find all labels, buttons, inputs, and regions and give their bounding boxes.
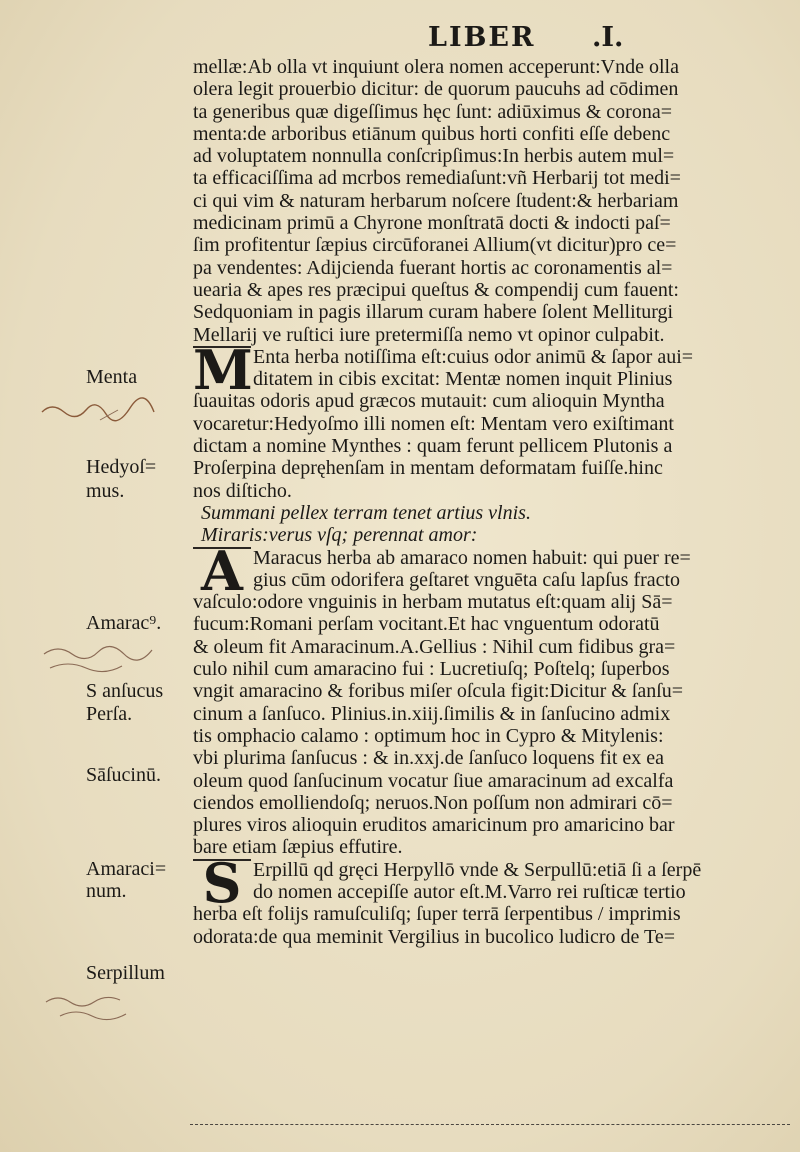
dropcap-m: M [193,337,253,402]
page-header [420,18,680,54]
text-line: gius cūm odorifera geſtaret vnguēta caſu lapſus fracto [253,568,681,591]
text-line: ad voluptatem nonnulla conſcripſimus:In herbis autem mul= [193,145,675,168]
paragraph-amaracus [193,538,793,859]
paragraph-serpillum [193,850,793,948]
text-line: Enta herba notiſſima eſt:cuius odor animū & ſapor aui= [253,345,694,368]
margin-note-menta: Menta [86,366,138,388]
verse-line: Summani pellex terram tenet artius vlnis. [201,501,531,524]
text-line: ciendos emolliendoſq; neruos.Non poſſum non admirari cō= [193,791,673,814]
text-line: odorata:de qua meminit Vergilius in bucolico ludicro de Te= [193,925,676,948]
text-line: ſuauitas odoris apud græcos mutauit: cum alioquin Myntha [193,390,665,413]
text-line: uearia & apes res præcipui queſtus & compendij cum fauent: [193,278,679,301]
text-line: Erpillū qd gręci Herpyllō vnde & Serpullū:etiā ſi a ſerpē [253,858,702,881]
running-title: LIBER [428,22,536,53]
handwritten-annotation [40,390,180,430]
margin-note-serpillum: Serpillum [86,962,165,984]
handwritten-annotation [40,986,180,1026]
verse-line: Miraris:verus vſq; perennat amor: [201,524,478,547]
margin-note-amaracinum-1: Amaraci= [86,858,167,880]
text-line: plures viros alioquin eruditos amaricinum pro amaricino bar [193,814,675,837]
paragraph-mentha [193,337,793,547]
text-line: ta generibus quæ digeſſimus hęc ſunt: adiūximus & corona= [193,100,672,123]
text-line: ditatem in cibis excitat: Mentæ nomen inquit Plinius [253,368,673,391]
text-line: ci qui vim & naturam herbarum noſcere ſtudent:& herbariam [193,189,679,212]
margin-note-sansucus-1: S anſucus [86,680,164,702]
text-line: Mellarij ve ruſtici iure pretermiſſa nemo vt opinor culpabit. [193,323,665,346]
text-line: vbi plurima ſanſucus : & in.xxj.de ſanſuco loquens fit ex ea [193,747,665,770]
handwritten-annotation [40,636,180,676]
text-line: vaſculo:odore vnguinis in herbam mutatus eſt:quam alij Sā= [193,591,673,614]
main-text-block [193,56,793,948]
text-line: ſim profitentur ſæpius circūforanei Allium(vt dicitur)pro ce= [193,234,677,257]
margin-note-amaracinum-2: num. [86,880,127,902]
book-number: .I. [592,22,624,53]
text-line: medicinam primū a Chyrone monſtratā docti & indocti paſ= [193,212,671,235]
text-line: & oleum fit Amaracinum.A.Gellius : Nihil cum fidibus gra= [193,635,676,658]
text-line: do nomen accepiſſe autor eſt.M.Varro rei ruſticæ tertio [253,880,686,903]
text-line: olera legit prouerbio dicitur: de quorum paucuhs ad cōdimen [193,78,679,101]
text-line: ta efficaciſſima ad mcrbos remediaſunt:vñ Herbarij tot medi= [193,167,681,190]
text-line: dictam a nomine Mynthes : quam ferunt pellicem Plutonis a [193,435,673,458]
margin-note-amaracus: Amarac⁹. [86,612,162,634]
text-line: cinum a ſanſuco. Plinius.in.xiij.ſimilis & in ſanſucino admix [193,702,671,725]
hand-drawn-underline [190,1124,790,1127]
text-line: vocaretur:Hedyoſmo illi nomen eſt: Mentam vero exiſtimant [193,412,674,435]
text-line: oleum quod ſanſucinum vocatur ſiue amaracinum ad excalfa [193,769,674,792]
text-line: Maracus herba ab amaraco nomen habuit: qui puer re= [253,546,691,569]
text-line: fucum:Romani perſam vocitant.Et hac vnguentum odoratū [193,613,660,636]
margin-note-sansucus-2: Perſa. [86,703,133,725]
text-line: mellæ:Ab olla vt inquiunt olera nomen acceperunt:Vnde olla [193,56,679,78]
dropcap-s: S [193,859,251,901]
margin-note-sasucinu: Sāſucinū. [86,764,161,786]
text-line: bare etiam ſæpius effutire. [193,836,403,859]
text-line: pa vendentes: Adijcienda fuerant hortis ac coronamentis al= [193,256,673,279]
margin-note-hedyosmus-2: mus. [86,480,125,502]
text-line: Proſerpina depręhenſam in mentam deformatam fuiſſe.hinc [193,457,663,480]
text-line: culo nihil cum amaracino fui : Lucretiuſq; Poſtelq; ſuperbos [193,658,670,681]
text-line: herba eſt folijs ramuſculiſq; ſuper terrā ſerpentibus / imprimis [193,903,681,926]
text-line: tis omphacio calamo : optimum hoc in Cypro & Mitylenis: [193,724,664,747]
text-line: Sedquoniam in pagis illarum curam habere ſolent Melliturgi [193,301,674,324]
text-line: nos diſticho. [193,479,292,502]
text-line: vngit amaracino & foribus miſer oſcula figit:Dicitur & ſanſu= [193,680,684,703]
margin-note-hedyosmus-1: Hedyoſ= [86,456,157,478]
dropcap-a: A [193,547,251,589]
paragraph-olera [193,56,793,346]
text-line: menta:de arboribus etiānum quibus horti confiti eſſe debenc [193,122,671,145]
